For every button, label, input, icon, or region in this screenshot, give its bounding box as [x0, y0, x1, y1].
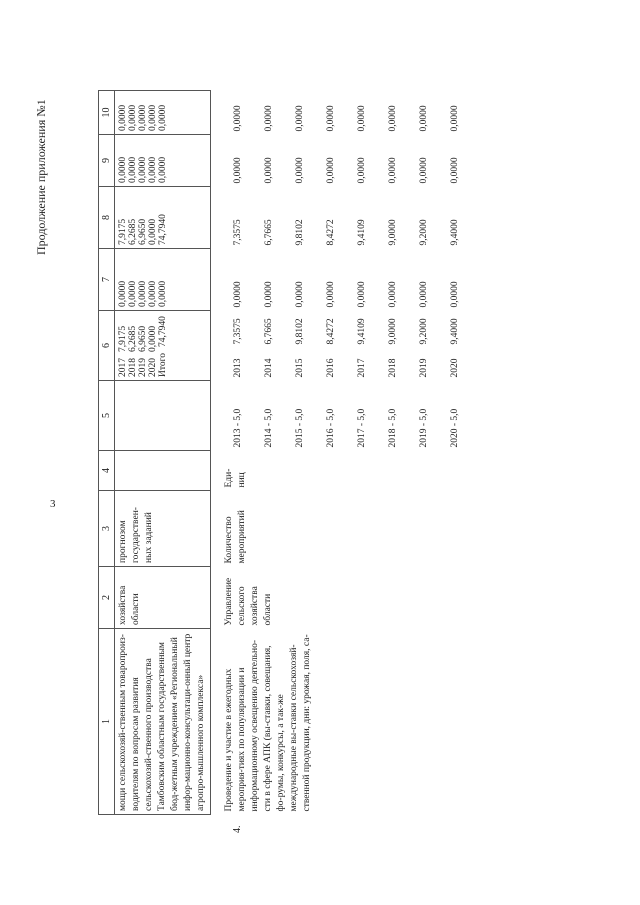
total-value: 74,7940	[158, 316, 168, 347]
total-value: 9,0000	[388, 318, 398, 345]
activity-description: мощи сельскохозяй-ственным товаропроиз-водителям по вопросам развития сельскохозяй-ственного производства Тамбовским областным государственным бюд-жетным учреждением «Региональный инфор-мационно-консультаци-онный центр агропро-мышленного комплекса»	[115, 629, 211, 815]
total-value: 0,0000	[148, 325, 158, 352]
row-number: 4.	[232, 825, 243, 833]
value: 0,0000	[450, 157, 460, 184]
value: 0,0000	[138, 156, 148, 183]
value: 74,7940	[158, 214, 168, 245]
extrabudget-values	[211, 91, 474, 135]
total-value: 6,9650	[138, 325, 148, 352]
header-cell: 8	[99, 187, 115, 249]
value: 6,2685	[128, 218, 138, 245]
value: 0,0000	[264, 281, 274, 308]
value: 0,0000	[388, 105, 398, 132]
appendix-title: Продолжение приложения №1	[34, 99, 48, 255]
executor: хозяйства области	[115, 567, 211, 629]
value: 0,0000	[450, 105, 460, 132]
value: 0,0000	[118, 104, 128, 131]
value: 6,7665	[264, 219, 274, 246]
local-values	[211, 135, 474, 187]
header-cell: 1	[99, 629, 115, 815]
target-value: 2018 - 5,0	[388, 408, 398, 448]
table-row	[115, 91, 211, 815]
year-label: 2014	[264, 358, 274, 378]
page-number: 3	[50, 498, 56, 510]
total-value: 9,4000	[450, 318, 460, 345]
value: 0,0000	[158, 156, 168, 183]
total-value: 6,2685	[128, 325, 138, 352]
total-value: 7,3575	[233, 318, 243, 345]
value: 0,0000	[419, 281, 429, 308]
target-value: 2013 - 5,0	[233, 408, 243, 448]
indicator-name: Количество мероприятий	[224, 510, 247, 564]
activity-description: Проведение и участие в ежегодных мероприя-тиях по популяризации и информационному освещению деятельно-сти в сфере АПК (вы-ставки, совещания, фо-румы, конкурсы, а так-же международные вы-ставки сельскохозяй-ственной продукции, дни: урожая, поля, са-	[224, 634, 312, 812]
year-label: Итого	[158, 352, 168, 377]
value: 0,0000	[357, 281, 367, 308]
value: 0,0000	[118, 280, 128, 307]
total-value: 6,7665	[264, 318, 274, 345]
target-value: 2020 - 5,0	[450, 408, 460, 448]
value: 6,9650	[138, 218, 148, 245]
value: 0,0000	[128, 156, 138, 183]
year-label: 2013	[233, 358, 243, 378]
federal-values	[211, 249, 474, 311]
value: 0,0000	[138, 280, 148, 307]
value: 0,0000	[233, 281, 243, 308]
value: 0,0000	[388, 157, 398, 184]
executor: Управление сельского хозяйства области	[224, 577, 273, 626]
value: 0,0000	[233, 105, 243, 132]
value: 9,0000	[388, 219, 398, 246]
header-cell: 4	[99, 451, 115, 491]
value: 7,9175	[118, 218, 128, 245]
year-label: 2019	[419, 358, 429, 378]
value: 0,0000	[128, 104, 138, 131]
target-value: 2015 - 5,0	[295, 408, 305, 448]
value: 0,0000	[326, 157, 336, 184]
header-row	[99, 91, 115, 815]
year-label: 2017	[357, 358, 367, 378]
header-cell: 5	[99, 381, 115, 451]
years-and-totals	[211, 311, 474, 381]
total-value: 7,9175	[118, 325, 128, 352]
year-label: 2020	[450, 358, 460, 378]
total-value: 9,4109	[357, 318, 367, 345]
value: 0,0000	[264, 105, 274, 132]
indicator-name: прогнозом государствен-ных заданий	[115, 491, 211, 567]
value: 0,0000	[295, 157, 305, 184]
value: 0,0000	[419, 105, 429, 132]
unit-of-measure: Еди-ниц	[224, 468, 247, 488]
federal-values	[115, 249, 211, 311]
value: 9,4109	[357, 219, 367, 246]
table-row	[211, 91, 474, 815]
value: 0,0000	[388, 281, 398, 308]
value: 9,2000	[419, 219, 429, 246]
value: 0,0000	[357, 157, 367, 184]
year-label: 2016	[326, 358, 336, 378]
value: 0,0000	[118, 156, 128, 183]
value: 9,8102	[295, 219, 305, 246]
header-cell: 10	[99, 91, 115, 135]
total-value: 9,2000	[419, 318, 429, 345]
years-and-totals	[115, 311, 211, 381]
header-cell: 3	[99, 491, 115, 567]
value: 0,0000	[295, 281, 305, 308]
regional-values	[115, 187, 211, 249]
value: 0,0000	[295, 105, 305, 132]
value: 0,0000	[148, 280, 158, 307]
extrabudget-values	[115, 91, 211, 135]
header-cell: 7	[99, 249, 115, 311]
header-cell: 6	[99, 311, 115, 381]
year-label: 2019	[138, 358, 148, 377]
value: 0,0000	[158, 104, 168, 131]
year-label: 2015	[295, 358, 305, 378]
value: 0,0000	[357, 105, 367, 132]
value: 0,0000	[148, 104, 158, 131]
value: 9,4000	[450, 219, 460, 246]
value: 8,4272	[326, 219, 336, 246]
unit-cell	[115, 451, 211, 491]
target-value: 2014 - 5,0	[264, 408, 274, 448]
regional-values	[211, 187, 474, 249]
value: 0,0000	[326, 281, 336, 308]
header-cell: 9	[99, 135, 115, 187]
value: 7,3575	[233, 219, 243, 246]
target-value: 2016 - 5,0	[326, 408, 336, 448]
year-label: 2017	[118, 358, 128, 377]
target-value: 2019 - 5,0	[419, 408, 429, 448]
local-values	[115, 135, 211, 187]
target-values	[211, 381, 474, 451]
program-table	[98, 90, 473, 815]
value: 0,0000	[450, 281, 460, 308]
value: 0,0000	[138, 104, 148, 131]
year-label: 2020	[148, 358, 158, 377]
value: 0,0000	[264, 157, 274, 184]
value: 0,0000	[148, 218, 158, 245]
target-values	[115, 381, 211, 451]
value: 0,0000	[419, 157, 429, 184]
year-label: 2018	[128, 358, 138, 377]
total-value: 9,8102	[295, 318, 305, 345]
value: 0,0000	[326, 105, 336, 132]
value: 0,0000	[233, 157, 243, 184]
total-value: 8,4272	[326, 318, 336, 345]
value: 0,0000	[158, 280, 168, 307]
year-label: 2018	[388, 358, 398, 378]
value: 0,0000	[128, 280, 138, 307]
header-cell: 2	[99, 567, 115, 629]
value: 0,0000	[148, 156, 158, 183]
target-value: 2017 - 5,0	[357, 408, 367, 448]
